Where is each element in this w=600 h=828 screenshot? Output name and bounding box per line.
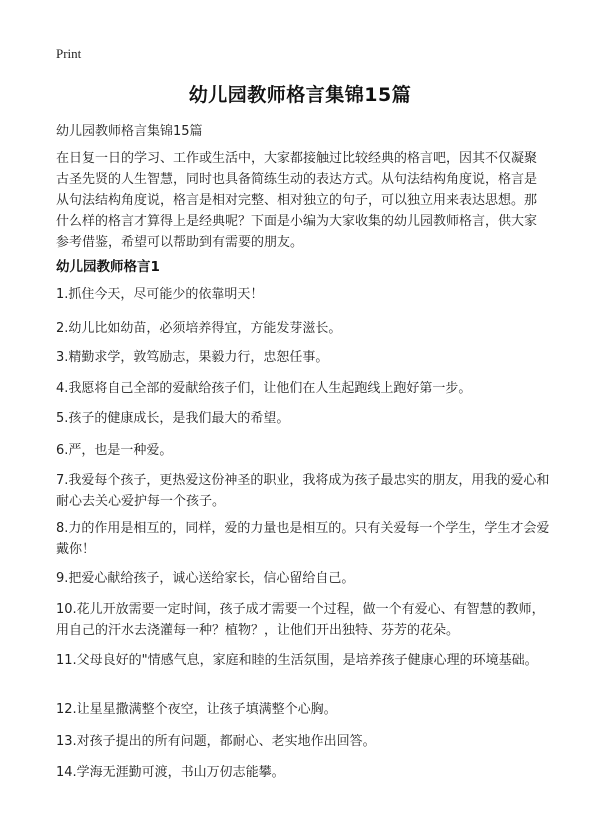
list-item: 13.对孩子提出的所有问题，都耐心、老实地作出回答。 bbox=[56, 734, 376, 749]
section-heading: 幼儿园教师格言1 bbox=[56, 259, 160, 275]
list-item: 9.把爱心献给孩子，诚心送给家长，信心留给自己。 bbox=[56, 571, 355, 586]
page-title: 幼儿园教师格言集锦15篇 bbox=[188, 84, 412, 106]
list-item: 1.抓住今天，尽可能少的依靠明天！ bbox=[56, 287, 264, 302]
list-item: 3.精勤求学，敦笃励志，果毅力行，忠恕任事。 bbox=[56, 350, 329, 365]
list-item: 10.花儿开放需要一定时间，孩子成才需要一个过程，做一个有爱心、有智慧的教师，用自己的汗水去浇灌每一种？植物？，让他们开出独特、芬芳的花朵。 bbox=[56, 602, 545, 638]
intro-paragraph: 在日复一日的学习、工作或生活中，大家都接触过比较经典的格言吧，因其不仅凝聚古圣先贤的人生智慧，同时也具备简练生动的表达方式。从句法结构角度说，格言是从句法结构角度说，格言是相对完整、相对独立的句子，可以独立用来表达思想。那什么样的格言才算得上是经典呢？下面是小编为大家收集的幼儿园教师格言，供大家参考借鉴，希望可以帮助到有需要的朋友。 bbox=[56, 151, 538, 250]
document-subtitle: 幼儿园教师格言集锦15篇 bbox=[56, 124, 203, 139]
list-item: 5.孩子的健康成长，是我们最大的希望。 bbox=[56, 411, 290, 426]
list-item: 12.让星星撒满整个夜空，让孩子填满整个心胸。 bbox=[56, 702, 337, 717]
print-link[interactable]: Print bbox=[56, 46, 82, 61]
list-item: 11.父母良好的"情感气息，家庭和睦的生活氛围，是培养孩子健康心理的环境基础。 bbox=[56, 653, 538, 668]
list-item: 6.严，也是一种爱。 bbox=[56, 443, 173, 458]
list-item: 8.力的作用是相互的，同样，爱的力量也是相互的。只有关爱每一个学生，学生才会爱戴你！ bbox=[56, 521, 550, 557]
list-item: 14.学海无涯勤可渡，书山万仞志能攀。 bbox=[56, 765, 285, 780]
list-item: 2.幼儿比如幼苗，必须培养得宜，方能发芽滋长。 bbox=[56, 321, 342, 336]
list-item: 4.我愿将自己全部的爱献给孩子们，让他们在人生起跑线上跑好第一步。 bbox=[56, 381, 472, 396]
list-item: 7.我爱每个孩子，更热爱这份神圣的职业，我将成为孩子最忠实的朋友，用我的爱心和耐心去关心爱护每一个孩子。 bbox=[56, 473, 550, 509]
